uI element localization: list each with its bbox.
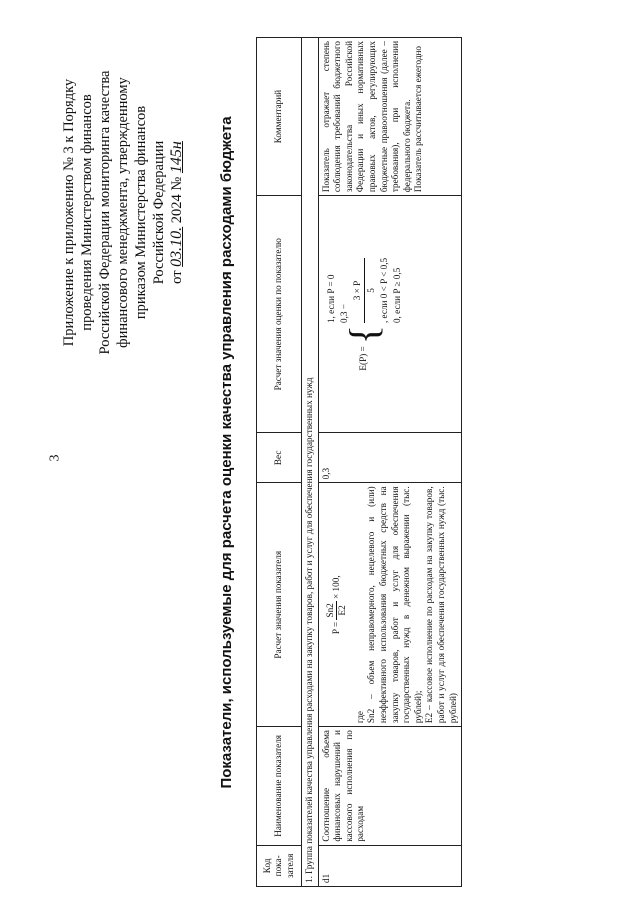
case-2-denominator: 5 bbox=[365, 288, 376, 293]
case-3: 0, если P ≥ 0,5 bbox=[391, 267, 402, 324]
row-code: d1 bbox=[318, 845, 462, 886]
header-name: Наименование показателя bbox=[257, 727, 302, 846]
header-weight: Вес bbox=[257, 433, 302, 483]
handwritten-date: 03.10. bbox=[168, 226, 185, 267]
header-comment: Комментарий bbox=[257, 38, 302, 196]
document-title: Показатели, используемые для расчета оценки качества управления расходами бюджета bbox=[218, 116, 235, 789]
indicators-table bbox=[256, 37, 462, 887]
group-row bbox=[302, 38, 319, 887]
case-2-fraction bbox=[351, 258, 378, 323]
approval-block bbox=[60, 40, 186, 385]
case-2-post: , если 0 < P < 0,5 bbox=[378, 257, 389, 324]
approval-date-line bbox=[168, 40, 186, 385]
formula-fraction bbox=[325, 601, 349, 619]
approval-line: Российской Федерации мониторинга качества bbox=[97, 70, 113, 355]
brace-glyph: { bbox=[341, 325, 387, 345]
year-label: 2024 № bbox=[169, 176, 185, 224]
table-header-row bbox=[257, 38, 302, 887]
from-label: от bbox=[169, 270, 185, 284]
formula-rhs: × 100, bbox=[330, 575, 341, 599]
row-calc bbox=[318, 483, 462, 727]
comment-2: Показатель рассчитывается ежегодно bbox=[413, 45, 424, 193]
piecewise-formula bbox=[325, 199, 404, 429]
case-2 bbox=[338, 258, 391, 323]
definition-e2: E2 – кассовое исполнение по расходам на закупку товаров, работ и услуг для обеспечения государственных нужд (тыс. рублей) bbox=[424, 486, 458, 724]
formula bbox=[325, 486, 349, 723]
page-number: 3 bbox=[47, 454, 63, 462]
header-calc: Расчет значения показателя bbox=[257, 483, 302, 727]
approval-line: Российской Федерации bbox=[151, 140, 167, 285]
where-label: где bbox=[354, 711, 365, 724]
handwritten-number: 145н bbox=[168, 141, 185, 174]
case-1: 1, если P = 0 bbox=[325, 274, 336, 324]
row-score bbox=[318, 196, 462, 433]
row-comment bbox=[318, 38, 462, 196]
score-lhs: E(P) = bbox=[358, 346, 369, 371]
approval-line: приказом Министерства финансов bbox=[133, 105, 149, 320]
formula-denominator: E2 bbox=[337, 605, 348, 616]
cases bbox=[325, 258, 404, 323]
case-2-pre: 0,3 − bbox=[338, 304, 349, 324]
approval-line: Приложение к приложению № 3 к Порядку bbox=[61, 78, 77, 347]
definition-sn2: Sn2 – объем неправомерного, нецелевого и (или) неэффективного использования бюджетных средств на закупку товаров, работ и услуг для обеспечения государственных нужд в денежном выражении (тыс. рублей); bbox=[366, 486, 423, 724]
formula-lhs: P = bbox=[330, 621, 341, 635]
approval-line: проведения Министерством финансов bbox=[79, 94, 95, 331]
formula-numerator: Sn2 bbox=[325, 601, 338, 619]
case-2-numerator: 3 × P bbox=[351, 258, 365, 323]
header-score: Расчет значения оценки по показателю bbox=[257, 196, 302, 433]
row-name: Соотношение объема финансовых нарушений и кассового исполнения по расходам bbox=[318, 727, 462, 846]
comment-1: Показатель отражает степень соблюдения требований бюджетного законодательства Российской Федерации и иных нормативных правовых актов, регулирующих бюджетные правоотношения (далее – требования), при исполнении федерального бюджета. bbox=[320, 41, 412, 193]
row-weight: 0,3 bbox=[318, 433, 462, 483]
header-code: Код пока- зателя bbox=[257, 845, 302, 886]
table-row bbox=[318, 38, 462, 887]
group-title: 1. Группа показателей качества управления расходами на закупку товаров, работ и услуг для обеспечения государственных нужд bbox=[302, 38, 319, 887]
approval-line: финансового менеджмента, утвержденному bbox=[115, 77, 131, 348]
